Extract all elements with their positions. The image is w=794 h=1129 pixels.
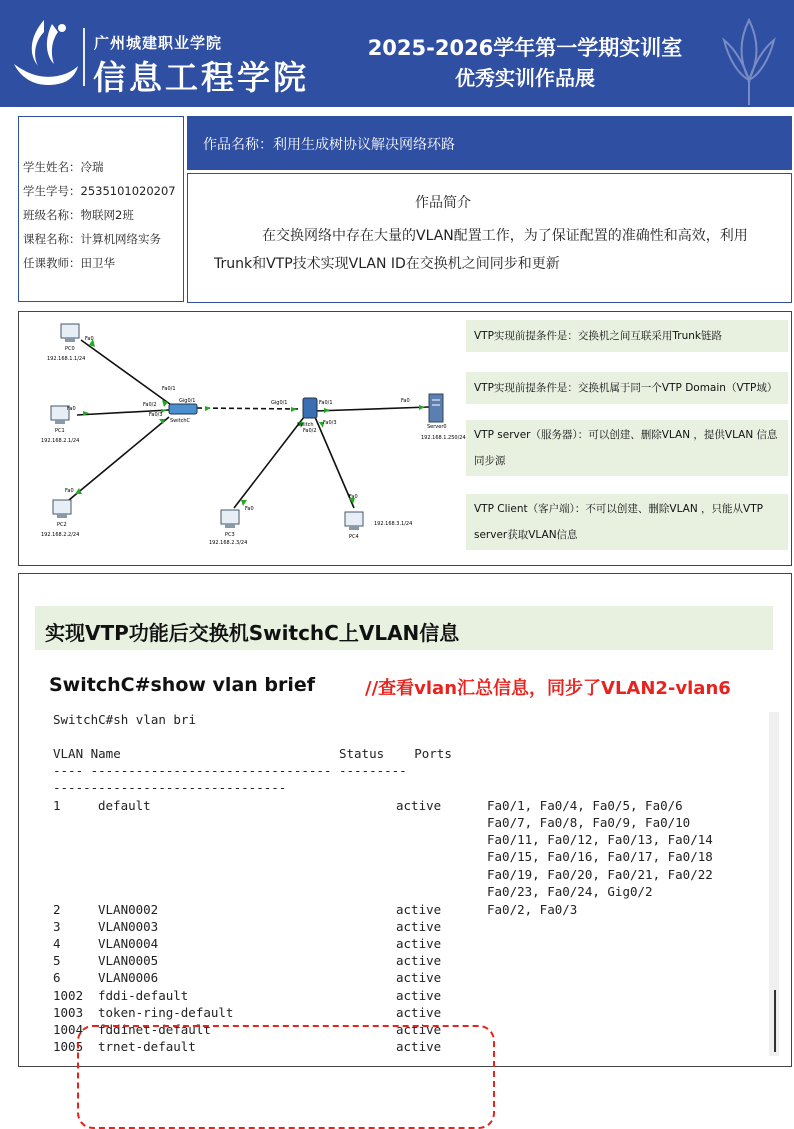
- exhibition-title: 2025-2026学年第一学期实训室: [367, 36, 683, 60]
- vlan-row-id: 5: [53, 953, 61, 968]
- vlan-row-name: VLAN0004: [98, 936, 159, 951]
- switch-label: Switch: [297, 422, 314, 428]
- vlan-row-ports: Fa0/2, Fa0/3: [487, 902, 578, 917]
- course-name: 课程名称：计算机网络实务: [23, 232, 161, 246]
- pc0-device[interactable]: [47, 324, 94, 362]
- vlan-row-id: 1: [53, 798, 61, 813]
- pc0-label: PC0: [65, 346, 75, 352]
- note-server: VTP server（服务器）：可以创建、删除VLAN ，提供VLAN 信息同步源: [466, 420, 788, 476]
- intro-heading: 作品简介: [415, 195, 471, 211]
- pc2-label: PC2: [57, 522, 67, 528]
- vlan-row-status: active: [396, 988, 442, 1003]
- pc2-port: Fa0: [65, 488, 74, 494]
- vlan-row-name: fddi-default: [98, 988, 189, 1003]
- vlan-row-name: VLAN0006: [98, 970, 159, 985]
- pc0-ip: 192.168.1.1/24: [47, 356, 86, 362]
- vlan-row-id: 6: [53, 970, 61, 985]
- pc4-device[interactable]: [345, 494, 412, 540]
- page-header: [0, 0, 794, 107]
- vlan-row-name: default: [98, 798, 151, 813]
- table-separator: ---- -------------------------------- ---------: [53, 763, 407, 778]
- vlan-row-ports: Fa0/15, Fa0/16, Fa0/17, Fa0/18: [487, 849, 713, 864]
- link-switch-server0: [315, 407, 429, 411]
- student-name: 学生姓名：冷瑞: [23, 160, 104, 174]
- switchc-port-gig: Gig0/1: [179, 398, 196, 404]
- work-intro-panel: [187, 173, 792, 303]
- highlight-box: [77, 1025, 495, 1129]
- vlan-row-name: trnet-default: [98, 1039, 196, 1054]
- switchc-port-fa01: Fa0/1: [162, 386, 176, 392]
- switch-port-gig: Gig0/1: [271, 400, 288, 406]
- pc4-port: Fa0: [349, 494, 358, 500]
- terminal-prompt: SwitchC#sh vlan bri: [53, 712, 196, 727]
- vlan-row-id: 3: [53, 919, 61, 934]
- vlan-row-ports: Fa0/19, Fa0/20, Fa0/21, Fa0/22: [487, 867, 713, 882]
- vlan-row-name: VLAN0003: [98, 919, 159, 934]
- terminal-scrollbar[interactable]: [774, 990, 776, 1052]
- vlan-row-status: active: [396, 919, 442, 934]
- switchc-label: SwitchC: [170, 418, 191, 424]
- switchc-port-fa02: Fa0/2: [143, 402, 157, 408]
- pc1-label: PC1: [55, 428, 65, 434]
- vlan-row-ports: Fa0/7, Fa0/8, Fa0/9, Fa0/10: [487, 815, 691, 830]
- topology-diagram: [19, 312, 466, 565]
- vlan-row-name: VLAN0002: [98, 902, 159, 917]
- vlan-row-id: 2: [53, 902, 61, 917]
- vlan-row-id: 1003: [53, 1005, 84, 1020]
- link-status-dots: [75, 339, 425, 506]
- switchc-port-fa03: Fa0/3: [149, 412, 163, 418]
- terminal-output[interactable]: [49, 712, 779, 1056]
- vlan-row-name: fddinet-default: [98, 1022, 211, 1037]
- server0-device[interactable]: [401, 394, 466, 441]
- vlan-row-id: 1005: [53, 1039, 84, 1054]
- server0-ip: 192.168.1.250/24: [421, 435, 466, 441]
- switchc-device[interactable]: [143, 386, 197, 424]
- server0-label: Server0: [427, 424, 447, 430]
- intro-text: 在交换网络中存在大量的VLAN配置工作，为了保证配置的准确性和高效，利用Trunk和VTP技术实现VLAN ID在交换机之间同步和更新: [214, 228, 748, 272]
- vlan-row-status: active: [396, 936, 442, 951]
- pc3-label: PC3: [225, 532, 235, 538]
- college-name: 信息工程学院: [93, 58, 309, 97]
- vlan-row-ports: Fa0/11, Fa0/12, Fa0/13, Fa0/14: [487, 832, 713, 847]
- vlan-row-status: active: [396, 798, 442, 813]
- table-separator-2: -------------------------------: [53, 780, 287, 795]
- vlan-row-status: active: [396, 1039, 442, 1054]
- network-topology-panel: [18, 311, 792, 566]
- server0-port: Fa0: [401, 398, 410, 404]
- teacher-name: 任课教师：田卫华: [23, 256, 115, 270]
- school-name: 广州城建职业学院: [94, 34, 223, 52]
- pc2-ip: 192.168.2.2/24: [41, 532, 80, 538]
- pc4-ip: 192.168.3.1/24: [374, 521, 413, 527]
- vlan-row-status: active: [396, 970, 442, 985]
- vlan-row-id: 1004: [53, 1022, 84, 1037]
- command-note: //查看vlan汇总信息，同步了VLAN2-vlan6: [365, 678, 731, 699]
- topology-links: [69, 340, 429, 508]
- work-title-bar: [187, 116, 792, 170]
- link-switch-pc3: [234, 417, 304, 508]
- vlan-row-name: VLAN0005: [98, 953, 159, 968]
- lotus-decoration-icon: [704, 0, 794, 107]
- pc1-device[interactable]: [41, 406, 79, 444]
- pc1-port: Fa0: [67, 406, 76, 412]
- exhibition-subtitle: 优秀实训作品展: [455, 66, 595, 90]
- switch-port-fa03: Fa0/3: [323, 420, 337, 426]
- command-label: SwitchC#show vlan brief: [49, 674, 316, 696]
- student-info-panel: [18, 116, 184, 302]
- vlan-row-ports: Fa0/23, Fa0/24, Gig0/2: [487, 884, 653, 899]
- note-trunk: VTP实现前提条件是：交换机之间互联采用Trunk链路: [466, 320, 788, 352]
- class-name: 班级名称：物联网2班: [23, 208, 134, 222]
- work-title: 作品名称：利用生成树协议解决网络环路: [203, 137, 455, 153]
- pc4-label: PC4: [349, 534, 359, 540]
- vlan-heading-bar: [35, 606, 773, 650]
- switch-device[interactable]: [271, 398, 337, 434]
- link-pc2-switchc: [69, 417, 169, 500]
- vlan-row-status: active: [396, 953, 442, 968]
- trunk-link: [197, 408, 301, 409]
- switch-port-fa02: Fa0/2: [303, 428, 317, 434]
- vlan-heading: 实现VTP功能后交换机SwitchC上VLAN信息: [45, 621, 460, 645]
- vlan-row-status: active: [396, 1022, 442, 1037]
- note-client: VTP Client（客户端）：不可以创建、删除VLAN ，只能从VTP server获取VLAN信息: [466, 494, 788, 550]
- pc3-device[interactable]: [209, 506, 254, 546]
- vlan-row-status: active: [396, 902, 442, 917]
- vlan-info-panel: [18, 573, 792, 1067]
- pc3-ip: 192.168.2.3/24: [209, 540, 248, 546]
- header-divider: [83, 28, 85, 86]
- note-domain: VTP实现前提条件是：交换机属于同一个VTP Domain（VTP域）: [466, 372, 788, 404]
- pc1-ip: 192.168.2.1/24: [41, 438, 80, 444]
- link-pc0-switchc: [81, 340, 174, 407]
- switch-port-fa01: Fa0/1: [319, 400, 333, 406]
- vlan-row-ports: Fa0/1, Fa0/4, Fa0/5, Fa0/6: [487, 798, 683, 813]
- pc0-port: Fa0: [85, 336, 94, 342]
- college-logo-icon: [8, 14, 80, 94]
- pc3-port: Fa0: [245, 506, 254, 512]
- vlan-row-id: 1002: [53, 988, 84, 1003]
- vlan-row-status: active: [396, 1005, 442, 1020]
- vlan-row-name: token-ring-default: [98, 1005, 234, 1020]
- vlan-row-id: 4: [53, 936, 61, 951]
- table-header: VLAN Name Status Ports: [53, 746, 452, 761]
- student-id: 学生学号：2535101020207: [23, 184, 176, 198]
